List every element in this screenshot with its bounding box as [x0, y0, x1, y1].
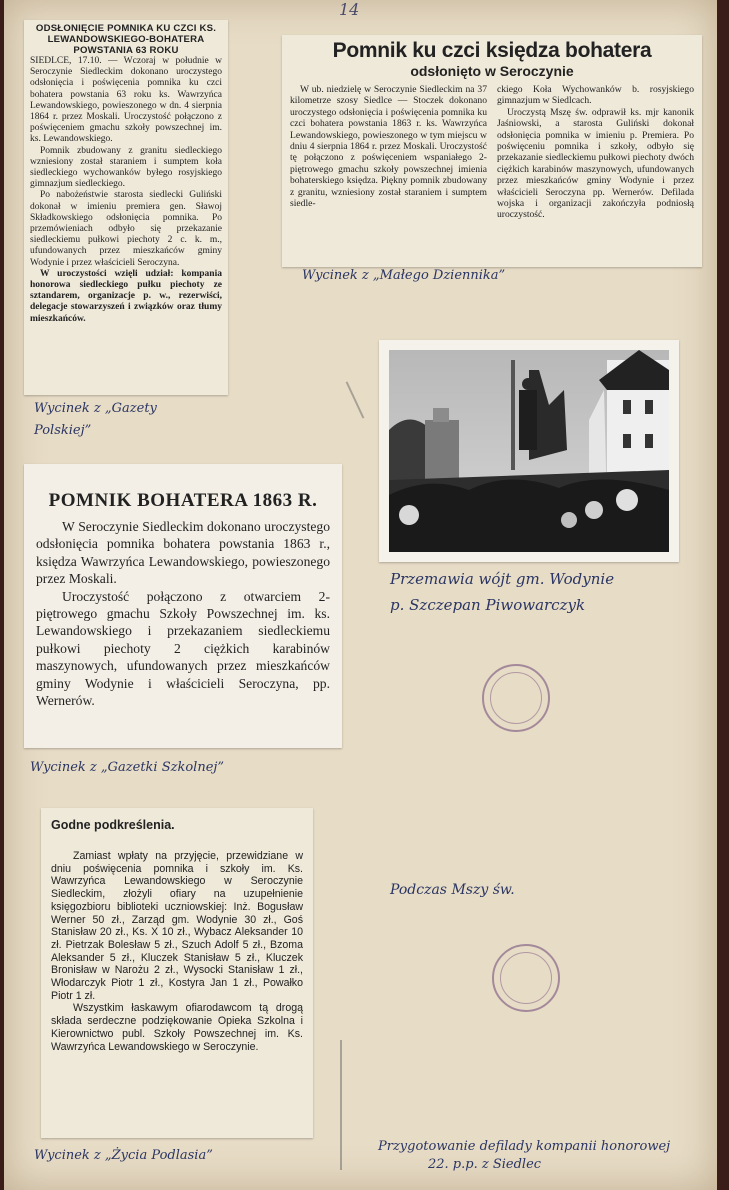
clipping-paragraph: SIEDLCE, 17.10. — Wczoraj w południe w Seroczynie Siedleckim dokonano uroczystego odsłonięcia i poświęcenia pomnika ku czci bohatera powstania 63 roku ks. Wawrzyńca Lewandowskiego, powieszonego w dn. 4 sierpnia 1864 r. przez Moskali. Uroczystość połączono z poświęceniem gmachu szkoły powszechnej im. ks. Lewandowskiego.	[30, 56, 222, 145]
clipping-zycie-podlasia	[41, 808, 313, 1138]
clipping-title: Godne podkreślenia.	[51, 818, 175, 832]
pencil-mark	[346, 381, 365, 418]
parade-note-line-1: Przygotowanie defilady kompanii honorowej	[378, 1139, 671, 1154]
clipping-paragraph: Zamiast wpłaty na przyjęcie, przewidziane w dniu poświęcenia pomnika i szkoły im. Ks. Wawrzyńca Lewandowskiego w Seroczynie Siedleckim, złożyli ofiary na uzupełnienie księgozbioru biblioteki uczniowskiej: Inż. Bogusław Werner 50 zł., Zarząd gm. Wodynie 30 zł., Goś Stanisław 20 zł., Ks. X 10 zł., Wybacz Aleksander 10 zł. Pietrzak Bolesław 5 zł., Szuch Adolf 5 zł., Bzoma Aleksander 5 zł., Kluczek Stanisław 5 zł., Kluczek Bronisław w Narożu 2 zł., Wysocki Stanisław 1 zł., Włodarczyk Piotr 1 zł., Kostyra Jan 1 zł., Powałko Piotr 1 zł.	[51, 850, 303, 1002]
handwritten-note-zycie-podlasia: Wycinek z „Życia Podlasia”	[34, 1148, 213, 1163]
stamp-lower	[492, 944, 560, 1012]
pencil-line	[340, 1040, 342, 1170]
handwritten-note-mass: Podczas Mszy św.	[390, 882, 515, 898]
clipping-paragraph: Pomnik zbudowany z granitu siedleckiego wzniesiony został staraniem i sumptem koła siedleckiego wychowanków byłego rosyjskiego gimnazjum siedleckiego.	[30, 145, 222, 190]
photo-caption-line-1: Przemawia wójt gm. Wodynie	[390, 570, 615, 588]
clipping-column-2b: Uroczystą Mszę św. odprawił ks. mjr kanonik Jaśniowski, a starosta Guliński dokonał odsłonięcia pomnika w imieniu p. Premiera. Po poświęceniu pomnika i szkoły, odbyło się przekazanie siedleckiemu pułkowi piechoty dwóch ciężkich karabinów maszynowych, ufundowanych przez mieszkańców gminy Wodynie i przez właścicieli Seroczyna pp. Wernerów. Defilada wojska i organizacji zakończyła podniosłą uroczystość.	[497, 106, 694, 221]
clipping-paragraph: W Seroczynie Siedleckim dokonano uroczystego odsłonięcia pomnika bohatera powstania 1863 r., księdza Wawrzyńca Lewandowskiego, powieszonego przez Moskali.	[36, 519, 330, 587]
clipping-column-2a: ckiego Koła Wychowanków b. rosyjskiego gimnazjum w Siedlcach.	[497, 84, 694, 107]
handwritten-note-parade	[378, 1138, 670, 1174]
clipping-title: Pomnik ku czci księdza bohatera	[332, 39, 652, 62]
clipping-gazetka-szkolna	[24, 464, 342, 748]
clipping-subtitle: odsłonięto w Seroczynie	[410, 63, 574, 79]
album-page	[4, 0, 717, 1190]
handwritten-note-maly-dziennik: Wycinek z „Małego Dziennika”	[302, 268, 506, 283]
ceremony-photo	[389, 350, 669, 552]
clipping-maly-dziennik	[282, 35, 702, 267]
clipping-paragraph: Uroczystość połączono z otwarciem 2-piętrowego gmachu Szkoły Powszechnej im. ks. Lewandowskiego i przekazaniem siedleckiemu pułkowi piechoty 2 ciężkich karabinów maszynowych, ufundowanych przez mieszkańców gminy Wodynie i właścicieli Seroczyna, pp. Wernerów.	[36, 588, 330, 709]
parade-note-line-2: 22. p.p. z Siedlec	[428, 1157, 542, 1172]
handwritten-note-gazeta-polska: Wycinek z „Gazety Polskiej”	[34, 401, 157, 438]
stamp-upper	[482, 664, 550, 732]
clipping-column-1: W ub. niedzielę w Seroczynie Siedleckim na 37 kilometrze szosy Siedlce — Stoczek dokonano uroczystego odsłonięcia i poświęcenia pomnika ku czci bohatera powstania 1863 r. ks. Wawrzyńca Lewandowskiego, powieszonego w tym miejscu w dniu 4 sierpnia 1864 r. przez Moskali. Uroczystość tę połączono z poświęceniem wspaniałego 2-piętrowego gmachu szkoły powszechnej imienia bohaterskiego księdza. Piękny pomnik zbudowany z granitu, wzniesiony został staraniem i sumptem siedle-	[290, 84, 487, 210]
clipping-paragraph: W uroczystości wzięli udział: kompania honorowa siedleckiego pułku piechoty ze sztandarem, organizacje p. w., rezerwiści, delegacje stowarzyszeń i związków oraz tłumy mieszkańców.	[30, 268, 222, 324]
clipping-paragraph: Po nabożeństwie starosta siedlecki Guliński dokonał w imieniu premiera gen. Sławoj Składkowskiego odsłonięcia pomnika. Po przemówieniach odbyło się przekazanie siedleckiemu pułkowi piechoty 2 c. k. m., ufundowanych przez mieszkańców gminy Wodynie i przez właścicieli Seroczyna.	[30, 190, 222, 268]
page-number: 14	[339, 0, 360, 19]
clipping-gazeta-polska	[24, 20, 228, 395]
handwritten-note-gazetka-szkolna: Wycinek z „Gazetki Szkolnej”	[30, 760, 225, 775]
photo-frame	[379, 340, 679, 562]
photo-caption-line-2: p. Szczepan Piwowarczyk	[390, 596, 586, 614]
clipping-paragraph: Wszystkim łaskawym ofiarodawcom tą drogą składa serdeczne podziękowanie Opieka Szkolna i Kierownictwo publ. Szkoły Powszechnej im. Ks. Wawrzyńca Lewandowskiego w Seroczynie.	[51, 1002, 303, 1053]
clipping-title: POMNIK BOHATERA 1863 R.	[48, 490, 318, 511]
clipping-heading: ODSŁONIĘCIE POMNIKA KU CZCI KS. LEWANDOWSKIEGO-BOHATERA POWSTANIA 63 ROKU	[35, 23, 217, 56]
handwritten-photo-caption	[390, 566, 614, 618]
